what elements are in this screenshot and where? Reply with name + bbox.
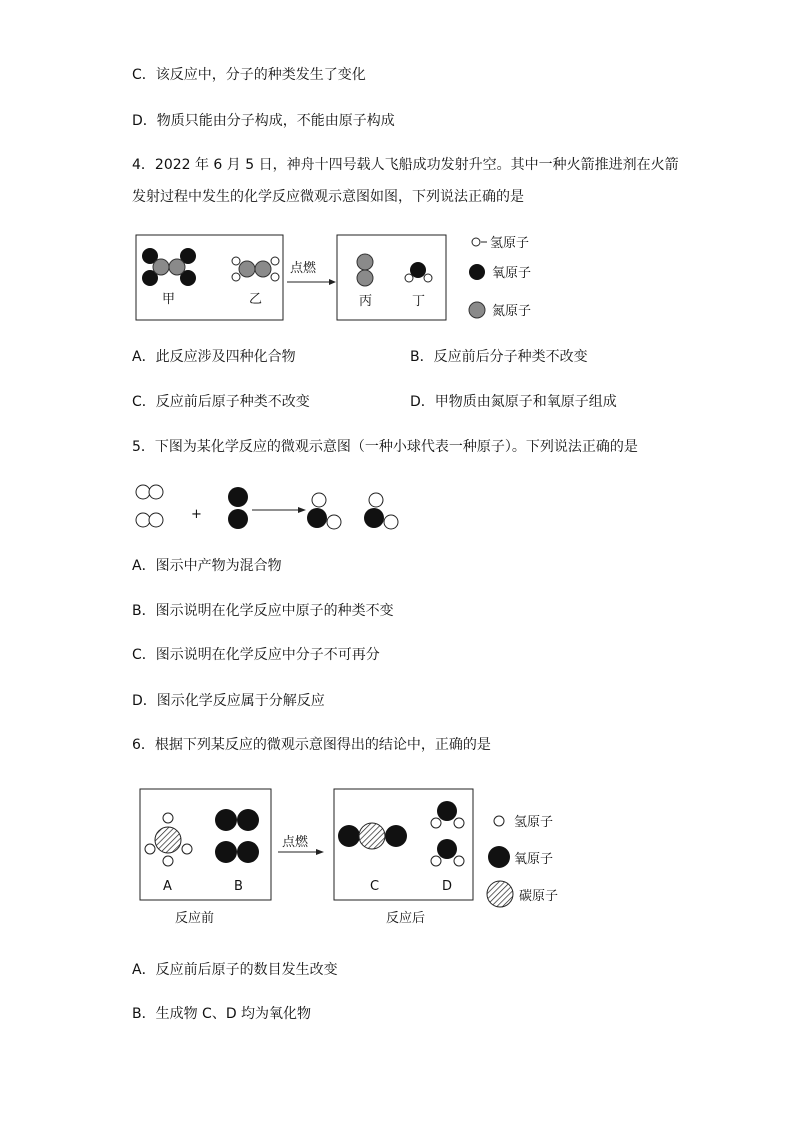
q3-option-d: D．物质只能由分子构成，不能由原子构成 <box>132 113 395 129</box>
q4-label-ding: 丁 <box>412 294 426 309</box>
q4-reactant-box <box>136 235 283 320</box>
q6-arrow-label: 点燃 <box>282 835 309 850</box>
q6-legend-oxygen: 氧原子 <box>514 852 554 867</box>
q6-label-d: D <box>442 879 453 894</box>
q5-reactant-molecule-1 <box>136 485 163 499</box>
q4-legend <box>469 236 531 319</box>
q6-after-label: 反应后 <box>386 911 426 926</box>
q4-arrow-label: 点燃 <box>290 261 317 276</box>
q5-reaction-arrow <box>252 507 306 513</box>
nitrogen-atom-icon <box>469 302 485 318</box>
q4-legend-nitrogen: 氮原子 <box>492 304 532 319</box>
q4-stem-line2: 发射过程中发生的化学反应微观示意图如图，下列说法正确的是 <box>132 189 524 205</box>
q5-product-molecule-1 <box>307 493 341 529</box>
q6-molecule-d2 <box>431 839 464 866</box>
q3-option-c: C．该反应中，分子的种类发生了变化 <box>132 67 366 83</box>
q4-stem-line1: 4．2022 年 6 月 5 日，神舟十四号载人飞船成功发射升空。其中一种火箭推进剂在火箭 <box>132 157 679 173</box>
q5-diagram <box>136 485 398 529</box>
q6-legend-carbon: 碳原子 <box>519 889 559 904</box>
hydrogen-atom-icon <box>472 238 480 246</box>
q5-option-d: D．图示化学反应属于分解反应 <box>132 693 325 709</box>
q4-option-a: A．此反应涉及四种化合物 <box>132 349 296 365</box>
oxygen-atom-icon <box>469 264 485 280</box>
q5-plus-sign: + <box>191 507 202 522</box>
q4-molecule-bing <box>357 254 373 286</box>
q5-reactant-molecule-3 <box>228 487 248 529</box>
q6-legend <box>487 815 558 907</box>
q4-label-yi: 乙 <box>249 292 263 307</box>
q5-option-c: C．图示说明在化学反应中分子不可再分 <box>132 647 380 663</box>
hydrogen-atom-icon <box>494 816 504 826</box>
q4-molecule-yi <box>232 257 279 281</box>
q6-molecule-a <box>145 813 192 866</box>
q5-reactant-molecule-2 <box>136 513 163 527</box>
q4-label-jia: 甲 <box>162 292 176 307</box>
q6-label-b: B <box>234 879 243 894</box>
q5-product-molecule-2 <box>364 493 398 529</box>
q4-legend-hydrogen: 氢原子 <box>490 236 530 251</box>
q4-option-b: B．反应前后分子种类不改变 <box>410 349 588 365</box>
q4-diagram <box>136 235 531 320</box>
q4-label-bing: 丙 <box>359 294 373 309</box>
q6-option-b: B．生成物 C、D 均为氧化物 <box>132 1006 312 1022</box>
q4-molecule-jia <box>142 248 196 286</box>
q6-label-c: C <box>370 879 380 894</box>
q6-molecule-d1 <box>431 801 464 828</box>
q5-option-b: B．图示说明在化学反应中原子的种类不变 <box>132 603 394 619</box>
q4-option-d: D．甲物质由氮原子和氧原子组成 <box>410 394 617 410</box>
q4-legend-oxygen: 氧原子 <box>492 266 532 281</box>
q5-option-a: A．图示中产物为混合物 <box>132 558 282 574</box>
oxygen-atom-icon <box>488 846 510 868</box>
q4-option-c: C．反应前后原子种类不改变 <box>132 394 310 410</box>
q6-legend-hydrogen: 氢原子 <box>514 815 554 830</box>
q6-option-a: A．反应前后原子的数目发生改变 <box>132 962 338 978</box>
q4-molecule-ding <box>405 262 432 282</box>
q6-molecule-c <box>338 823 407 849</box>
q6-stem: 6．根据下列某反应的微观示意图得出的结论中，正确的是 <box>132 737 491 753</box>
q6-before-label: 反应前 <box>175 911 215 926</box>
q5-stem: 5．下图为某化学反应的微观示意图（一种小球代表一种原子）。下列说法正确的是 <box>132 439 638 455</box>
q6-label-a: A <box>163 879 172 894</box>
q6-molecule-b <box>215 809 259 863</box>
q4-reaction-arrow <box>287 279 336 285</box>
carbon-atom-icon <box>487 881 513 907</box>
q6-diagram <box>140 789 558 926</box>
